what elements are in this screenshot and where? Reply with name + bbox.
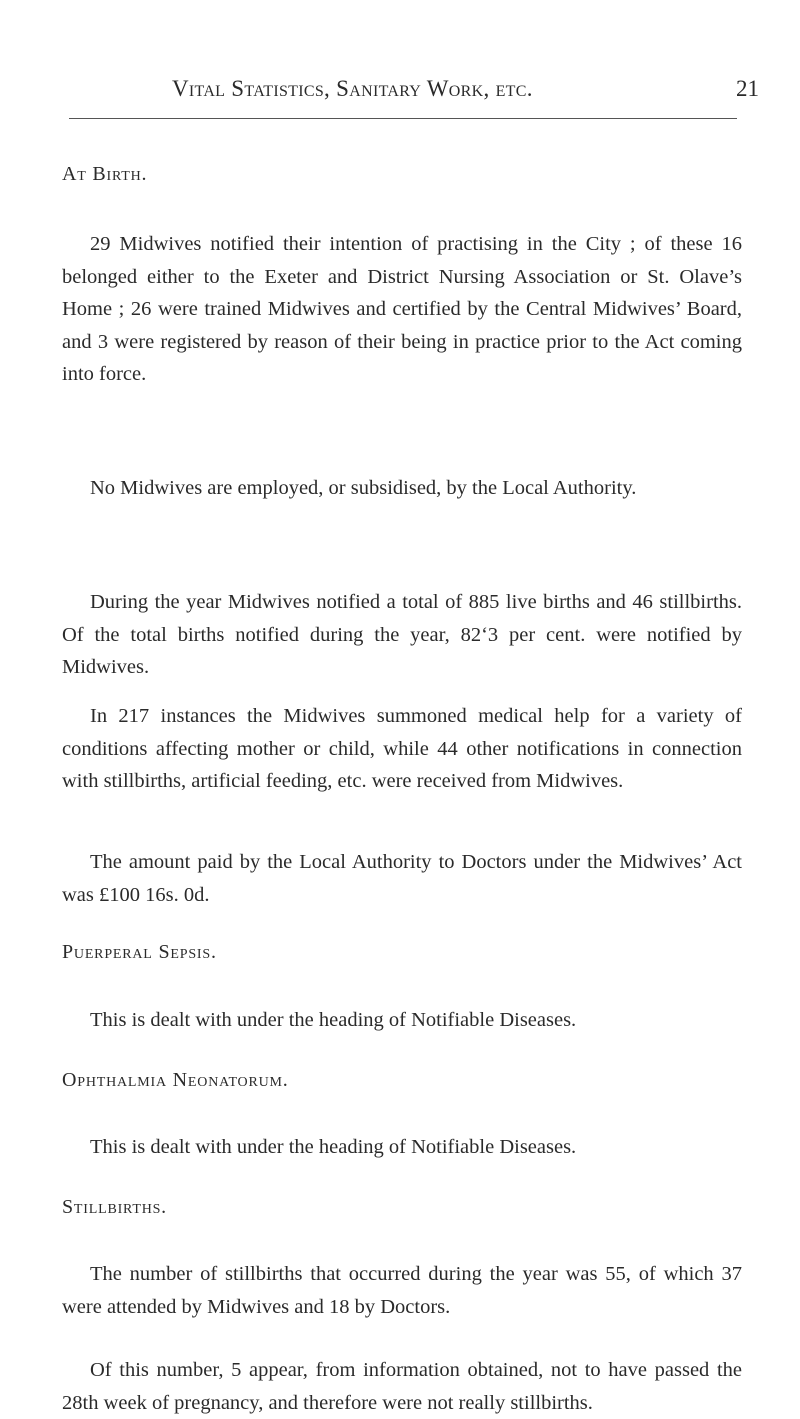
paragraph-midwives-notified: 29 Midwives notified their intention of practising in the City ; of these 16 belonged either to the Exeter and District Nursing Association or St. Olave’s Home ; 26 were trained Midwives and certified by the Central Midwives’ Board, and 3 were registered by reason of their being in practice prior to the Act coming into force.: [62, 233, 742, 385]
section-heading-puerperal-sepsis: Puerperal Sepsis.: [62, 941, 217, 963]
paragraph-medical-help: In 217 instances the Midwives summoned medical help for a variety of conditions affecting mother or child, while 44 other notifications in connection with stillbirths, artificial feeding, etc. were received from Midwives.: [62, 705, 742, 792]
section-heading-stillbirths: Stillbirths.: [62, 1196, 167, 1218]
running-head-title: Vital Statistics, Sanitary Work, etc.: [172, 76, 533, 101]
header-rule: [69, 118, 737, 119]
paragraph-stillbirths-number: The number of stillbirths that occurred during the year was 55, of which 37 were attended by Midwives and 18 by Doctors.: [62, 1263, 742, 1318]
section-heading-ophthalmia: Ophthalmia Neonatorum.: [62, 1069, 289, 1091]
paragraph-midwives-employed: No Midwives are employed, or subsidised, by the Local Authority.: [90, 477, 637, 499]
paragraph-puerperal-sepsis: This is dealt with under the heading of Notifiable Diseases.: [90, 1009, 577, 1031]
paragraph-stillbirths-28th-week: Of this number, 5 appear, from information obtained, not to have passed the 28th week of pregnancy, and therefore were not really stillbirths.: [62, 1359, 742, 1414]
paragraph-births-notified: During the year Midwives notified a total of 885 live births and 46 stillbirths. Of the total births notified during the year, 82‘3 per cent. were notified by Midwives.: [62, 591, 742, 678]
page-number: 21: [736, 76, 759, 101]
paragraph-ophthalmia: This is dealt with under the heading of Notifiable Diseases.: [90, 1136, 577, 1158]
section-heading-at-birth: At Birth.: [62, 163, 148, 185]
paragraph-amount-paid: The amount paid by the Local Authority to Doctors under the Midwives’ Act was £100 16s. 0d.: [62, 851, 742, 906]
